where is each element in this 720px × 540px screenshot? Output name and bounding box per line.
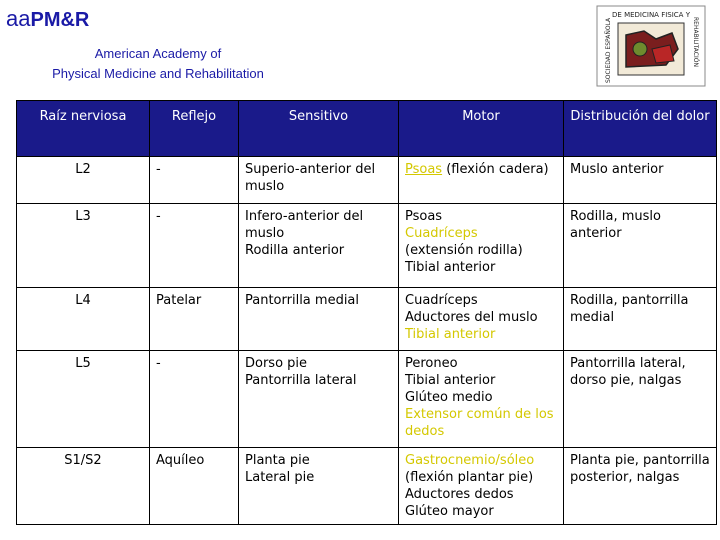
table-row [17,351,717,448]
cell-reflex: Patelar [150,288,239,351]
sensory-line: Pantorrilla lateral [245,373,357,388]
table-body [17,157,717,525]
motor-text: (extensión rodilla) [405,243,523,258]
cell-nerve-root: L2 [17,157,150,204]
cell-reflex: - [150,204,239,288]
motor-text: Psoas [405,209,443,224]
motor-line [405,292,557,309]
motor-highlight: Tibial anterior [405,327,496,342]
motor-highlight: Psoas [405,162,443,177]
sensory-line: Superio-anterior del muslo [245,162,376,194]
brand-aa: aa [6,6,31,31]
cell-sensory [239,448,399,525]
aapmr-logo [6,6,89,32]
motor-text: Glúteo medio [405,390,493,405]
cell-pain-distribution: Pantorrilla lateral, dorso pie, nalgas [564,351,717,448]
col-header-reflex: Reflejo [150,101,239,157]
cell-reflex: - [150,351,239,448]
table-row [17,288,717,351]
motor-text: Glúteo mayor [405,504,494,519]
table-row [17,448,717,525]
cell-motor [399,448,564,525]
sensory-line: Infero-anterior del muslo [245,209,364,241]
cell-motor [399,157,564,204]
motor-line [405,486,557,503]
organization-name [28,44,288,84]
motor-line [405,326,557,343]
cell-motor [399,351,564,448]
cell-sensory [239,288,399,351]
cell-motor [399,204,564,288]
motor-highlight: Gastrocnemio/sóleo [405,453,535,468]
motor-text: Tibial anterior [405,373,496,388]
seal-text-right: REHABILITACIÓN [692,17,699,67]
motor-line [405,469,557,486]
col-header-motor: Motor [399,101,564,157]
cell-sensory [239,204,399,288]
cell-nerve-root: L5 [17,351,150,448]
cell-nerve-root: L3 [17,204,150,288]
org-line-1: American Academy of [94,46,222,61]
cell-nerve-root: L4 [17,288,150,351]
cell-motor [399,288,564,351]
col-header-root: Raíz nerviosa [17,101,150,157]
motor-line [405,372,557,389]
motor-line [405,225,557,242]
nerve-root-table [16,100,717,525]
motor-line [405,259,557,276]
motor-text: Aductores del muslo [405,310,538,325]
sensory-line: Lateral pie [245,470,315,485]
seal-text-top: DE MEDICINA FISICA Y [612,11,690,19]
motor-line [405,503,557,520]
cell-pain-distribution: Rodilla, pantorrilla medial [564,288,717,351]
sensory-line: Pantorrilla medial [245,293,360,308]
col-header-sensory: Sensitivo [239,101,399,157]
motor-line [405,355,557,372]
motor-line [405,406,557,440]
col-header-pain: Distribución del dolor [564,101,717,157]
org-line-2: Physical Medicine and Rehabilitation [52,66,264,81]
motor-text: (flexión cadera) [442,162,549,177]
motor-text: Tibial anterior [405,260,496,275]
seal-text-left: SOCIEDAD ESPAÑOLA [605,17,612,83]
sensory-line: Planta pie [245,453,310,468]
motor-text: (flexión plantar pie) [405,470,534,485]
motor-line [405,161,557,178]
sermef-seal-logo [596,5,706,87]
cell-pain-distribution: Planta pie, pantorrilla posterior, nalgas [564,448,717,525]
motor-line [405,309,557,326]
cell-pain-distribution: Muslo anterior [564,157,717,204]
sensory-line: Dorso pie [245,356,308,371]
motor-line [405,208,557,225]
table-header-row [17,101,717,157]
motor-text: Cuadríceps [405,293,478,308]
table-row [17,157,717,204]
brand-pmr: PM&R [30,9,90,31]
cell-pain-distribution: Rodilla, muslo anterior [564,204,717,288]
sensory-line: Rodilla anterior [245,243,345,258]
cell-nerve-root: S1/S2 [17,448,150,525]
table-row [17,204,717,288]
motor-line [405,389,557,406]
motor-line [405,452,557,469]
motor-line [405,242,557,259]
motor-highlight: Extensor común de los dedos [405,407,554,439]
cell-sensory [239,157,399,204]
cell-reflex: Aquíleo [150,448,239,525]
cell-reflex: - [150,157,239,204]
motor-highlight: Cuadríceps [405,226,478,241]
motor-text: Peroneo [405,356,458,371]
cell-sensory [239,351,399,448]
motor-text: Aductores dedos [405,487,514,502]
